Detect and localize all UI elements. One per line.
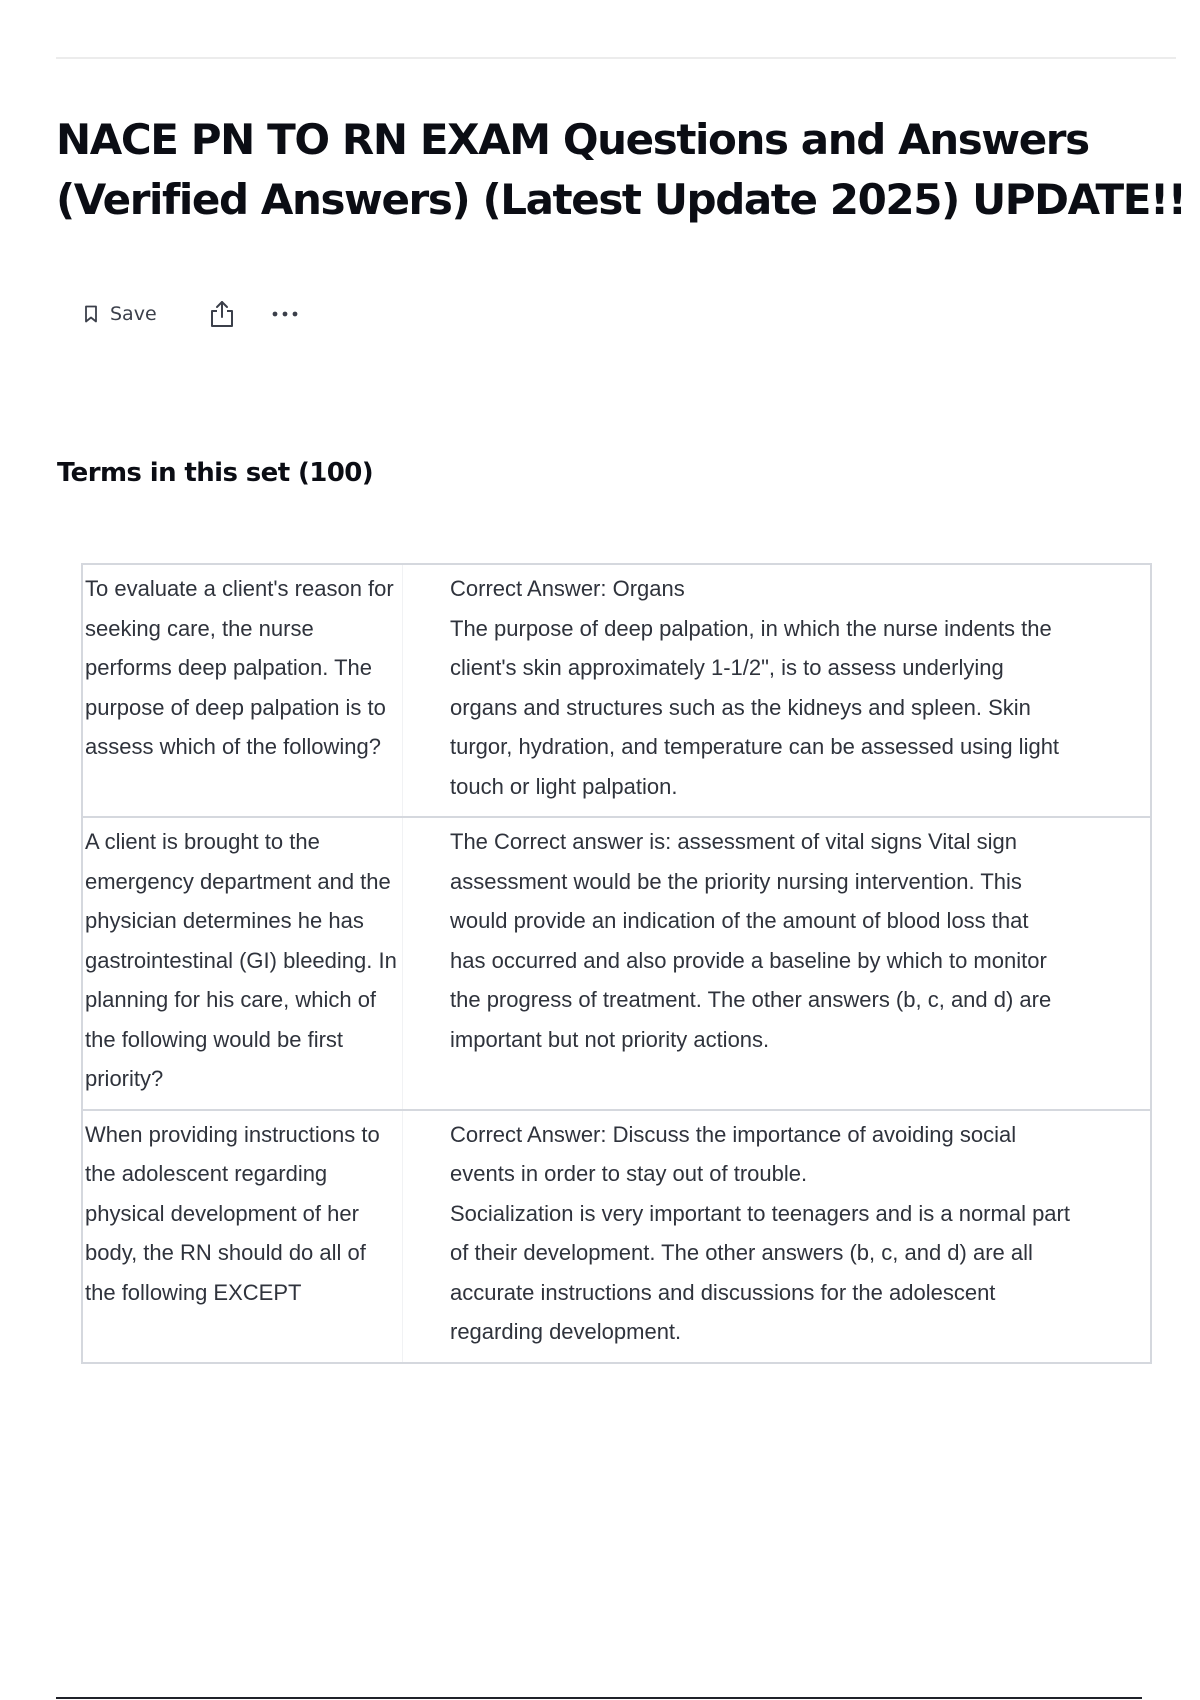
top-divider	[56, 57, 1176, 59]
more-options-button[interactable]	[271, 310, 299, 318]
term-question: A client is brought to the emergency department and the physician determines he has gastrointestinal (GI) bleeding. In planning for his care, which of the following would be first priority?	[83, 818, 403, 1109]
answer-line: Correct Answer: Discuss the importance of avoiding social events in order to stay out of trouble.	[450, 1121, 1017, 1186]
term-row	[83, 816, 1150, 1109]
term-answer	[403, 818, 1150, 1109]
answer-line: Socialization is very important to teenagers and is a normal part of their development. The other answers (b, c, and d) are all accurate instructions and discussions for the adolescent regarding development.	[450, 1200, 1070, 1344]
more-options-icon	[271, 310, 299, 318]
terms-heading: Terms in this set (100)	[57, 458, 374, 488]
bookmark-icon	[84, 305, 98, 323]
term-answer	[403, 1111, 1150, 1362]
term-row	[83, 1109, 1150, 1362]
action-bar	[84, 296, 299, 332]
save-label: Save	[110, 303, 157, 325]
terms-table	[81, 563, 1152, 1364]
answer-line: The purpose of deep palpation, in which the nurse indents the client's skin approximately 1-1/2", is to assess underlying organs and structures such as the kidneys and spleen. Skin turgor, hydration, and temperature can be assessed using light touch or light palpation.	[450, 615, 1060, 799]
bottom-divider	[56, 1697, 1142, 1699]
share-icon	[209, 300, 235, 328]
answer-line: The Correct answer is: assessment of vital signs Vital sign assessment would be the priority nursing intervention. This would provide an indication of the amount of blood loss that has occurred and also provide a baseline by which to monitor the progress of treatment. The other answers (b, c, and d) are important but not priority actions.	[450, 829, 1052, 1052]
share-button[interactable]	[209, 300, 235, 328]
save-button[interactable]	[84, 303, 157, 325]
page-title: NACE PN TO RN EXAM Questions and Answers (Verified Answers) (Latest Update 2025) UPDATE!!	[56, 115, 1186, 224]
term-answer	[403, 565, 1150, 816]
term-question: When providing instructions to the adolescent regarding physical development of her body, the RN should do all of the following EXCEPT	[83, 1111, 403, 1362]
term-row	[83, 565, 1150, 816]
term-question: To evaluate a client's reason for seeking care, the nurse performs deep palpation. The purpose of deep palpation is to assess which of the following?	[83, 565, 403, 816]
answer-line: Correct Answer: Organs	[450, 576, 685, 601]
